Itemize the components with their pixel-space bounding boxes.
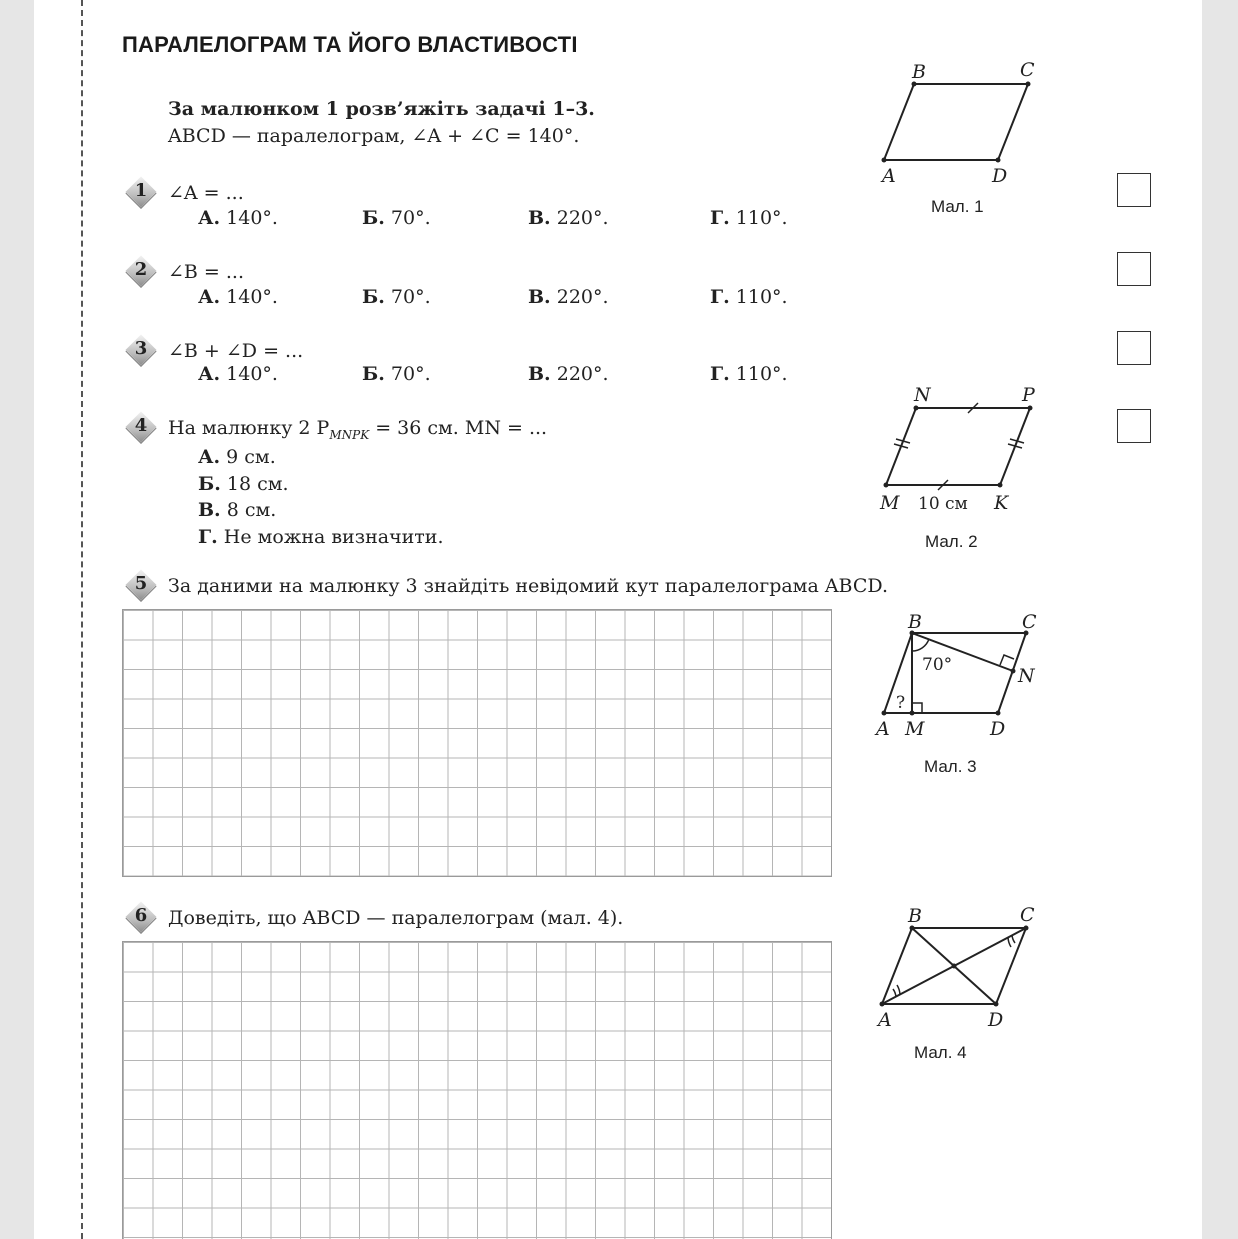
intro-line-1: За малюнком 1 розв’яжіть задачі 1–3.	[168, 98, 595, 120]
label-b: B	[912, 61, 926, 83]
option-a[interactable]: А. 9 см.	[198, 446, 276, 468]
answer-grid-6[interactable]	[122, 941, 832, 1239]
question-stem: ∠B + ∠D = ...	[168, 340, 304, 362]
question-number-badge: 5	[122, 566, 160, 604]
option-g[interactable]: Г. 110°.	[710, 286, 788, 308]
question-number-badge: 3	[122, 331, 160, 369]
label-a: A	[878, 1009, 892, 1031]
option-a[interactable]: А. 140°.	[198, 286, 278, 308]
side-length-label: 10 см	[918, 494, 968, 514]
question-stem: ∠A = ...	[168, 182, 244, 204]
option-b[interactable]: Б. 70°.	[362, 207, 431, 229]
option-v[interactable]: В. 220°.	[528, 207, 609, 229]
figure-3-caption: Мал. 3	[924, 757, 977, 776]
label-m: M	[905, 718, 925, 740]
answer-box-3[interactable]	[1117, 331, 1151, 365]
question-stem: ∠B = ...	[168, 261, 244, 283]
label-d: D	[992, 165, 1008, 187]
figure-4-parallelogram	[868, 902, 1078, 1037]
question-number-badge: 4	[122, 408, 160, 446]
answer-grid-5[interactable]	[122, 609, 832, 877]
question-stem: Доведіть, що ABCD — паралелограм (мал. 4).	[168, 907, 624, 929]
worksheet-page	[34, 0, 1202, 1239]
label-d: D	[988, 1009, 1004, 1031]
option-a[interactable]: А. 140°.	[198, 207, 278, 229]
intro-text	[168, 96, 595, 150]
question-number-badge: 1	[122, 173, 160, 211]
label-a: A	[882, 165, 896, 187]
question-number-badge: 6	[122, 898, 160, 936]
option-v[interactable]: В. 220°.	[528, 286, 609, 308]
answer-box-1[interactable]	[1117, 173, 1151, 207]
page-title: ПАРАЛЕЛОГРАМ ТА ЙОГО ВЛАСТИВОСТІ	[122, 32, 578, 57]
answer-box-2[interactable]	[1117, 252, 1151, 286]
option-v[interactable]: В. 8 см.	[198, 499, 277, 521]
option-g[interactable]: Г. 110°.	[710, 363, 788, 385]
label-m: M	[880, 492, 900, 514]
option-g[interactable]: Г. 110°.	[710, 207, 788, 229]
label-k: K	[994, 492, 1009, 514]
angle-70-label: 70°	[922, 655, 953, 675]
option-b[interactable]: Б. 70°.	[362, 286, 431, 308]
label-n: N	[914, 384, 931, 406]
label-c: C	[1022, 611, 1037, 633]
label-n: N	[1018, 665, 1035, 687]
figure-2-caption: Мал. 2	[925, 532, 978, 551]
intro-line-2: ABCD — паралелограм, ∠A + ∠C = 140°.	[168, 125, 580, 147]
label-c: C	[1020, 59, 1035, 81]
label-d: D	[990, 718, 1006, 740]
options-list	[198, 444, 444, 550]
label-b: B	[908, 905, 922, 927]
label-a: A	[876, 718, 890, 740]
figure-4-caption: Мал. 4	[914, 1043, 967, 1062]
label-c: C	[1020, 904, 1035, 926]
option-b[interactable]: Б. 70°.	[362, 363, 431, 385]
figure-3-parallelogram	[868, 608, 1078, 748]
option-g[interactable]: Г. Не можна визначити.	[198, 525, 444, 548]
figure-1-caption: Мал. 1	[931, 197, 984, 216]
label-p: P	[1022, 384, 1035, 406]
question-stem: За даними на малюнку 3 знайдіть невідомий кут паралелограма ABCD.	[168, 575, 888, 597]
option-b[interactable]: Б. 18 см.	[198, 472, 289, 495]
option-a[interactable]: А. 140°.	[198, 363, 278, 385]
answer-box-4[interactable]	[1117, 409, 1151, 443]
figure-1-parallelogram	[874, 58, 1054, 193]
option-v[interactable]: В. 220°.	[528, 363, 609, 385]
question-number-badge: 2	[122, 252, 160, 290]
question-stem: На малюнку 2 $P_{MNPK} = 36$ см. MN = ...	[168, 417, 548, 442]
figure-2-parallelogram	[874, 382, 1074, 517]
label-b: B	[908, 611, 922, 633]
unknown-angle-label: ?	[896, 693, 906, 713]
dashed-cut-line	[81, 0, 83, 1239]
